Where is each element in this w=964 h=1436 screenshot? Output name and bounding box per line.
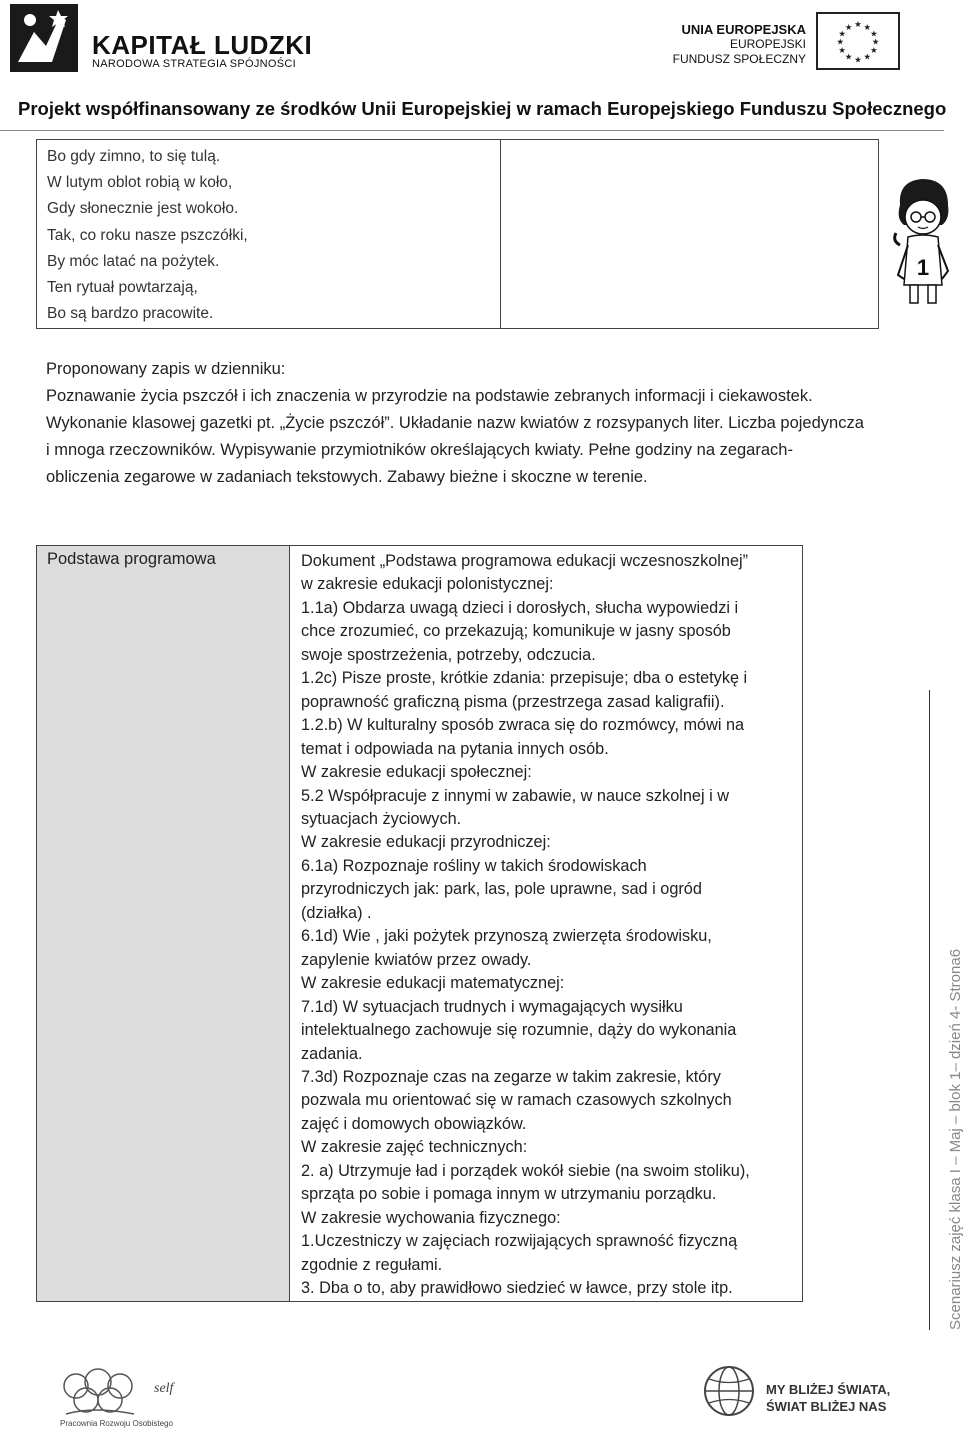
poem-line: Bo gdy zimno, to się tulą. xyxy=(47,148,221,165)
curriculum-line: W zakresie zajęć technicznych: xyxy=(301,1138,528,1157)
curriculum-line: temat i odpowiada na pytania innych osób. xyxy=(301,739,609,758)
curriculum-line: Dokument „Podstawa programowa edukacji wczesnoszkolnej” xyxy=(301,552,749,570)
poem-table xyxy=(36,139,879,329)
curriculum-table xyxy=(36,545,803,1302)
curriculum-line: 1.2c) Pisze proste, krótkie zdania: przepisuje; dba o estetykę i xyxy=(301,669,748,688)
svg-text:★: ★ xyxy=(836,36,845,47)
mbs-slogan xyxy=(766,1381,890,1415)
curriculum-line: przyrodniczych jak: park, las, pole uprawne, sad i ogród xyxy=(301,880,702,899)
kapital-ludzki-logo xyxy=(8,2,80,74)
svg-text:★: ★ xyxy=(863,51,872,62)
journal-entry xyxy=(46,356,866,491)
curriculum-content-cell xyxy=(291,546,801,1305)
svg-text:★: ★ xyxy=(838,28,846,39)
curriculum-line: pozwala mu orientować się w ramach czasowych szkolnych xyxy=(301,1091,732,1110)
curriculum-line: 1.Uczestniczy w zajęciach rozwijających sprawność fizyczną xyxy=(301,1232,738,1251)
svg-text:★: ★ xyxy=(854,19,862,30)
curriculum-line: (działka) . xyxy=(301,903,372,922)
curriculum-line: 2. a) Utrzymuje ład i porządek wokół siebie (na swoim stoliku), xyxy=(301,1161,750,1180)
project-cofinancing-line: Projekt współfinansowany ze środków Unii Europejskiej w ramach Europejskiego Funduszu Społecznego xyxy=(18,98,947,119)
mascot-girl-illustration xyxy=(890,175,956,310)
curriculum-line: sytuacjach życiowych. xyxy=(301,809,462,828)
curriculum-line: w zakresie edukacji polonistycznej: xyxy=(301,575,554,594)
page-footer-label: Scenariusz zajęć klasa I – Maj – blok 1– dzień 4- Strona6 xyxy=(947,948,964,1330)
svg-text:★: ★ xyxy=(844,21,853,32)
eu-line-1: UNIA EUROPEJSKA xyxy=(681,22,806,37)
curriculum-line: 3. Dba o to, aby prawidłowo siedzieć w ławce, przy stole itp. xyxy=(301,1279,733,1298)
curriculum-line: W zakresie wychowania fizycznego: xyxy=(301,1208,561,1227)
curriculum-line: intelektualnego zachowuje się rozumnie, dąży do wykonania xyxy=(301,1021,737,1040)
curriculum-line: 1.2.b) W kulturalny sposób zwraca się do rozmówcy, mówi na xyxy=(301,716,745,735)
mbs-line-1: MY BLIŻEJ ŚWIATA, xyxy=(766,1382,891,1397)
poem-line: By móc latać na pożytek. xyxy=(47,252,220,270)
mascot-badge-number: 1 xyxy=(916,255,930,280)
curriculum-label-cell xyxy=(37,546,290,1301)
kl-subtitle: NARODOWA STRATEGIA SPÓJNOŚCI xyxy=(92,58,296,70)
curriculum-line: 1.1a) Obdarza uwagą dzieci i dorosłych, słucha wypowiedzi i xyxy=(301,598,739,617)
svg-text:★: ★ xyxy=(870,45,878,56)
curriculum-line: 7.3d) Rozpoznaje czas na zegarze w takim zakresie, który xyxy=(301,1067,721,1086)
header-divider xyxy=(0,130,944,131)
curriculum-line: poprawność graficzną pisma (przestrzega zasad kaligrafii). xyxy=(301,692,725,711)
curriculum-line: 6.1d) Wie , jaki pożytek przynoszą zwierzęta środowisku, xyxy=(301,927,712,946)
poem-line: Gdy słonecznie jest wokoło. xyxy=(47,200,239,218)
kl-title: KAPITAŁ LUDZKI xyxy=(92,30,313,60)
eu-line-3: FUNDUSZ SPOŁECZNY xyxy=(672,52,806,66)
svg-text:★: ★ xyxy=(854,54,862,65)
mbs-line-2: ŚWIAT BLIŻEJ NAS xyxy=(766,1399,887,1414)
eu-line-2: EUROPEJSKI xyxy=(729,37,806,51)
svg-text:★: ★ xyxy=(871,36,880,47)
poem-line: W lutym oblot robią w koło, xyxy=(47,174,233,192)
globe-icon xyxy=(700,1362,758,1420)
curriculum-line: zadania. xyxy=(301,1044,363,1063)
curriculum-label: Podstawa programowa xyxy=(47,550,216,568)
curriculum-line: sprząta po sobie i pomaga innym w utrzymaniu porządku. xyxy=(301,1185,717,1204)
svg-text:self: self xyxy=(154,1381,174,1396)
curriculum-line: 5.2 Współpracuje z innymi w zabawie, w nauce szkolnej i w xyxy=(301,786,730,805)
svg-text:★: ★ xyxy=(863,21,872,32)
eu-flag-icon xyxy=(816,12,900,70)
poem-line: Tak, co roku nasze pszczółki, xyxy=(47,226,248,244)
poem-cell xyxy=(37,140,501,328)
poem-line: Bo są bardzo pracowite. xyxy=(47,305,214,323)
curriculum-line: swoje spostrzeżenia, potrzeby, odczucia. xyxy=(301,645,596,664)
journal-body: Poznawanie życia pszczół i ich znaczenia w przyrodzie na podstawie zebranych informacji i ciekawostek. Wykonanie klasowej gazetki pt. „Życie pszczół”. Układanie nazw kwiatów z rozsypanych liter. Liczba pojedyncza i mnoga rzeczowników. Wypisywanie przymiotników określających kwiaty. Pełne godziny na zegarach- obliczenia zegarowe w zadaniach tekstowych. Zabawy bieżne i skoczne w terenie. xyxy=(46,387,864,486)
svg-text:★: ★ xyxy=(870,28,878,39)
eu-label xyxy=(660,22,806,67)
curriculum-line: 7.1d) W sytuacjach trudnych i wymagających wysiłku xyxy=(301,997,683,1016)
curriculum-line: zgodnie z regułami. xyxy=(301,1255,443,1274)
side-divider xyxy=(929,690,930,1330)
journal-heading: Proponowany zapis w dzienniku: xyxy=(46,360,286,378)
svg-text:★: ★ xyxy=(844,51,853,62)
curriculum-line: W zakresie edukacji matematycznej: xyxy=(301,974,565,993)
curriculum-line: 6.1a) Rozpoznaje rośliny w takich środowiskach xyxy=(301,856,647,875)
curriculum-line: W zakresie edukacji przyrodniczej: xyxy=(301,833,551,852)
self-caption: Pracownia Rozwoju Osobistego xyxy=(60,1419,173,1428)
curriculum-line: zajęć i domowych obowiązków. xyxy=(301,1114,527,1133)
curriculum-line: W zakresie edukacji społecznej: xyxy=(301,763,532,782)
curriculum-line: zapylenie kwiatów przez owady. xyxy=(301,950,532,969)
curriculum-line: chce zrozumieć, co przekazują; komunikuje w jasny sposób xyxy=(301,622,731,641)
poem-line: Ten rytuał powtarzają, xyxy=(47,279,198,297)
svg-text:★: ★ xyxy=(838,45,846,56)
